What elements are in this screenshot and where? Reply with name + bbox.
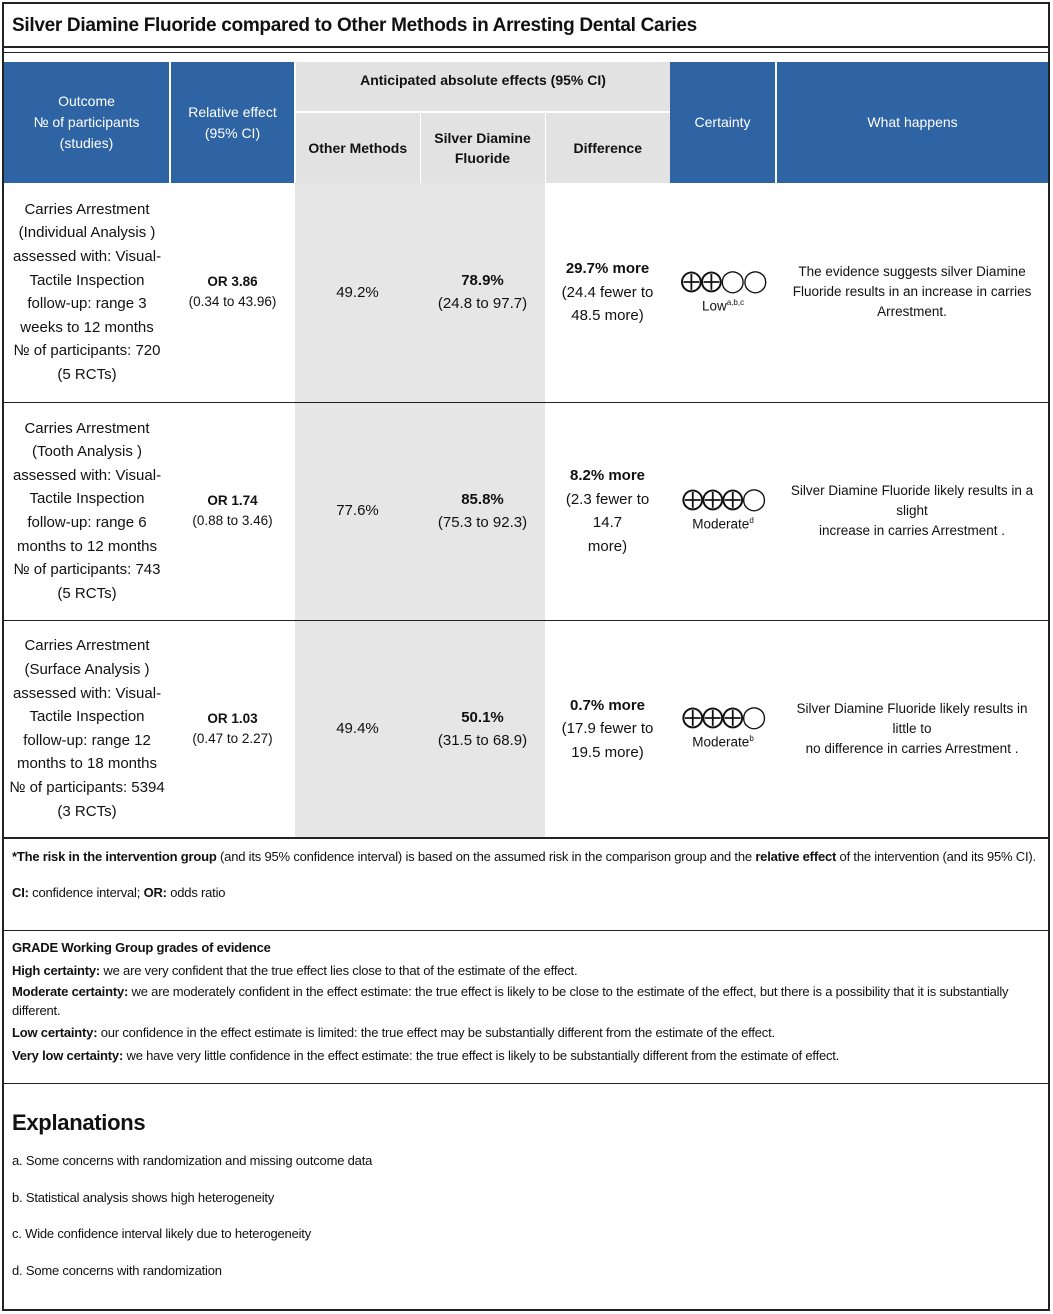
explanation-item: c. Wide confidence interval likely due to heterogeneity (12, 1226, 312, 1241)
header-sdf-line2: Fluoride (454, 150, 511, 166)
outcome-line: Carries Arrestment (24, 637, 150, 655)
certainty-footnote-ref: d (749, 516, 754, 526)
grade-heading-text: GRADE Working Group grades of evidence (12, 940, 271, 955)
difference-ci-line: more) (587, 537, 628, 555)
certainty-cell (670, 402, 776, 620)
outcome-line: weeks to 12 months (20, 318, 154, 336)
outcome-line: Tactile Inspection (29, 490, 145, 508)
grade-definitions (4, 930, 1048, 1084)
relative-effect-ci: (0.34 to 43.96) (188, 294, 277, 310)
outcome-cell (4, 183, 170, 402)
relative-effect-ci: (0.88 to 3.46) (192, 513, 273, 528)
difference-ci-line: 48.5 more) (571, 307, 644, 324)
page-title: Silver Diamine Fluoride compared to Other Methods in Arresting Dental Caries (4, 4, 1048, 48)
certainty-footnote-ref: b (749, 734, 754, 743)
certainty-cell (670, 620, 776, 838)
summary-of-findings-document (2, 2, 1050, 1311)
outcome-line: follow-up: range 3 (27, 295, 147, 313)
outcome-line: № of participants: 743 (13, 561, 161, 579)
certainty-rating-icon: ⨁⨁◯◯ (680, 267, 766, 293)
header-other-methods: Other Methods (295, 112, 420, 183)
certainty-label: Low (701, 298, 727, 313)
grade-heading (12, 937, 1040, 960)
sdf-cell (420, 620, 545, 838)
what-happens-line: Arrestment. (877, 304, 947, 320)
abbreviations-note (12, 884, 1040, 902)
relative-effect-value: OR 3.86 (207, 274, 258, 290)
header-what-happens: What happens (776, 62, 1048, 183)
abbrev-label: OR: (143, 885, 167, 900)
header-difference: Difference (545, 112, 670, 183)
outcome-line: months to 12 months (16, 537, 158, 555)
grade-text: our confidence in the effect estimate is limited: the true effect may be substantially different from the estimate of the effect. (97, 1025, 775, 1040)
difference-ci-line: (17.9 fewer to (561, 720, 654, 737)
explanation-item: d. Some concerns with randomization (12, 1262, 222, 1278)
grade-label: Very low certainty: (12, 1047, 124, 1063)
outcome-line: № of participants: 720 (13, 342, 161, 360)
other-methods-cell: 49.4% (295, 620, 420, 838)
certainty-footnote-ref: a,b,c (726, 297, 745, 307)
header-relative-line1: Relative effect (188, 103, 277, 120)
explanation-item: b. Statistical analysis shows high heterogeneity (12, 1189, 275, 1205)
header-outcome (4, 62, 170, 183)
difference-cell (545, 183, 670, 402)
grade-text: we are moderately confident in the effect estimate: the true effect is likely to be close to the estimate of the effect, but there is a possibility that it is substantially different. (12, 984, 1009, 1018)
sdf-ci: (24.8 to 97.7) (437, 295, 528, 313)
outcome-line: (5 RCTs) (57, 366, 117, 384)
difference-cell (545, 620, 670, 838)
risk-note-bold: *The risk in the intervention group (12, 849, 217, 864)
relative-effect-cell (170, 402, 295, 620)
grade-text: we have very little confidence in the effect estimate: the true effect is likely to be substantially different from the estimate of effect. (123, 1047, 840, 1063)
outcome-line: (5 RCTs) (57, 584, 117, 602)
title-divider (4, 52, 1048, 53)
grade-moderate (12, 982, 1040, 1020)
grade-high (12, 960, 1040, 983)
sdf-ci: (75.3 to 92.3) (437, 514, 528, 531)
certainty-rating-icon: ⨁⨁⨁◯ (681, 704, 765, 729)
other-methods-cell: 49.2% (295, 183, 420, 402)
difference-value: 8.2% more (569, 467, 646, 484)
what-happens-line: The evidence suggests silver Diamine (798, 264, 1026, 280)
header-sdf-line1: Silver Diamine (434, 130, 531, 146)
table-row (4, 620, 1048, 838)
difference-cell (545, 402, 670, 620)
what-happens-line: no difference in carries Arrestment . (805, 740, 1019, 756)
grade-label: High certainty: (12, 962, 101, 978)
relative-effect-ci: (0.47 to 2.27) (192, 730, 273, 746)
outcome-line: Carries Arrestment (24, 200, 150, 218)
what-happens-cell (776, 620, 1048, 838)
risk-note (12, 848, 1040, 866)
sdf-cell (420, 402, 545, 620)
what-happens-line: Silver Diamine Fluoride likely results in a slight (790, 483, 1034, 518)
difference-ci-line: 19.5 more) (571, 743, 644, 761)
outcome-line: months to 18 months (16, 755, 158, 773)
sdf-value: 50.1% (461, 708, 504, 726)
risk-note-text: of the intervention (and its 95% CI). (836, 849, 1036, 864)
relative-effect-value: OR 1.74 (207, 493, 258, 508)
explanations-heading: Explanations (12, 1110, 146, 1135)
header-silver-diamine-fluoride (420, 112, 545, 183)
outcome-line: (Individual Analysis ) (18, 224, 156, 242)
certainty-label: Moderate (692, 734, 750, 750)
table-row (4, 402, 1048, 620)
grade-very-low (12, 1045, 1040, 1068)
header-relative-line2: (95% CI) (204, 124, 261, 141)
outcome-line: follow-up: range 6 (27, 514, 147, 531)
outcome-line: follow-up: range 12 (23, 731, 151, 749)
relative-effect-value: OR 1.03 (207, 710, 258, 726)
grade-text: we are very confident that the true effect lies close to that of the estimate of the effect. (100, 962, 578, 978)
difference-value: 29.7% more (565, 260, 650, 277)
difference-ci-line: (24.4 fewer to (561, 283, 654, 301)
header-outcome-line1: Outcome (58, 93, 115, 109)
outcome-line: Tactile Inspection (29, 271, 145, 289)
risk-note-bold: relative effect (755, 849, 837, 864)
risk-note-text: (and its 95% confidence interval) is based on the assumed risk in the comparison group and the (216, 849, 756, 864)
what-happens-line: Silver Diamine Fluoride likely results in little to (796, 700, 1028, 736)
header-outcome-line3: (studies) (59, 135, 114, 151)
table-notes (4, 836, 1048, 920)
grade-label: Low certainty: (12, 1025, 98, 1040)
header-relative-effect (170, 62, 295, 183)
abbrev-text: odds ratio (166, 885, 226, 900)
grade-label: Moderate certainty: (12, 984, 129, 999)
certainty-rating-icon: ⨁⨁⨁◯ (681, 486, 765, 512)
sdf-ci: (31.5 to 68.9) (437, 731, 528, 749)
outcome-line: assessed with: Visual- (12, 466, 162, 484)
outcome-line: (3 RCTs) (57, 802, 117, 820)
grade-low (12, 1022, 1040, 1045)
what-happens-cell (776, 183, 1048, 402)
abbrev-text: confidence interval; (28, 885, 144, 900)
sdf-value: 85.8% (461, 491, 504, 508)
relative-effect-cell (170, 620, 295, 838)
difference-ci-line: (2.3 fewer to 14.7 (565, 490, 650, 531)
other-methods-cell: 77.6% (295, 402, 420, 620)
difference-value: 0.7% more (569, 696, 646, 714)
outcome-line: Carries Arrestment (24, 419, 150, 437)
relative-effect-cell (170, 183, 295, 402)
outcome-line: № of participants: 5394 (9, 778, 165, 796)
outcome-line: assessed with: Visual- (12, 684, 162, 702)
outcome-line: (Surface Analysis ) (24, 660, 150, 678)
summary-of-findings-table (4, 62, 1048, 839)
outcome-line: assessed with: Visual- (12, 248, 162, 266)
outcome-cell (4, 620, 170, 838)
table-row (4, 183, 1048, 402)
certainty-cell (670, 183, 776, 402)
explanation-item: a. Some concerns with randomization and missing outcome data (12, 1153, 373, 1168)
what-happens-line: increase in carries Arrestment . (818, 523, 1006, 538)
outcome-line: Tactile Inspection (29, 708, 145, 726)
abbrev-label: CI: (12, 885, 29, 900)
header-outcome-line2: № of participants (33, 114, 140, 130)
header-certainty: Certainty (670, 62, 776, 183)
certainty-label: Moderate (692, 516, 750, 532)
header-anticipated-effects: Anticipated absolute effects (95% CI) (295, 62, 670, 112)
explanations-section (4, 1084, 1048, 1298)
what-happens-cell (776, 402, 1048, 620)
sdf-value: 78.9% (461, 272, 504, 290)
what-happens-line: Fluoride results in an increase in carries (792, 284, 1032, 300)
outcome-line: (Tooth Analysis ) (31, 443, 143, 461)
sdf-cell (420, 183, 545, 402)
outcome-cell (4, 402, 170, 620)
